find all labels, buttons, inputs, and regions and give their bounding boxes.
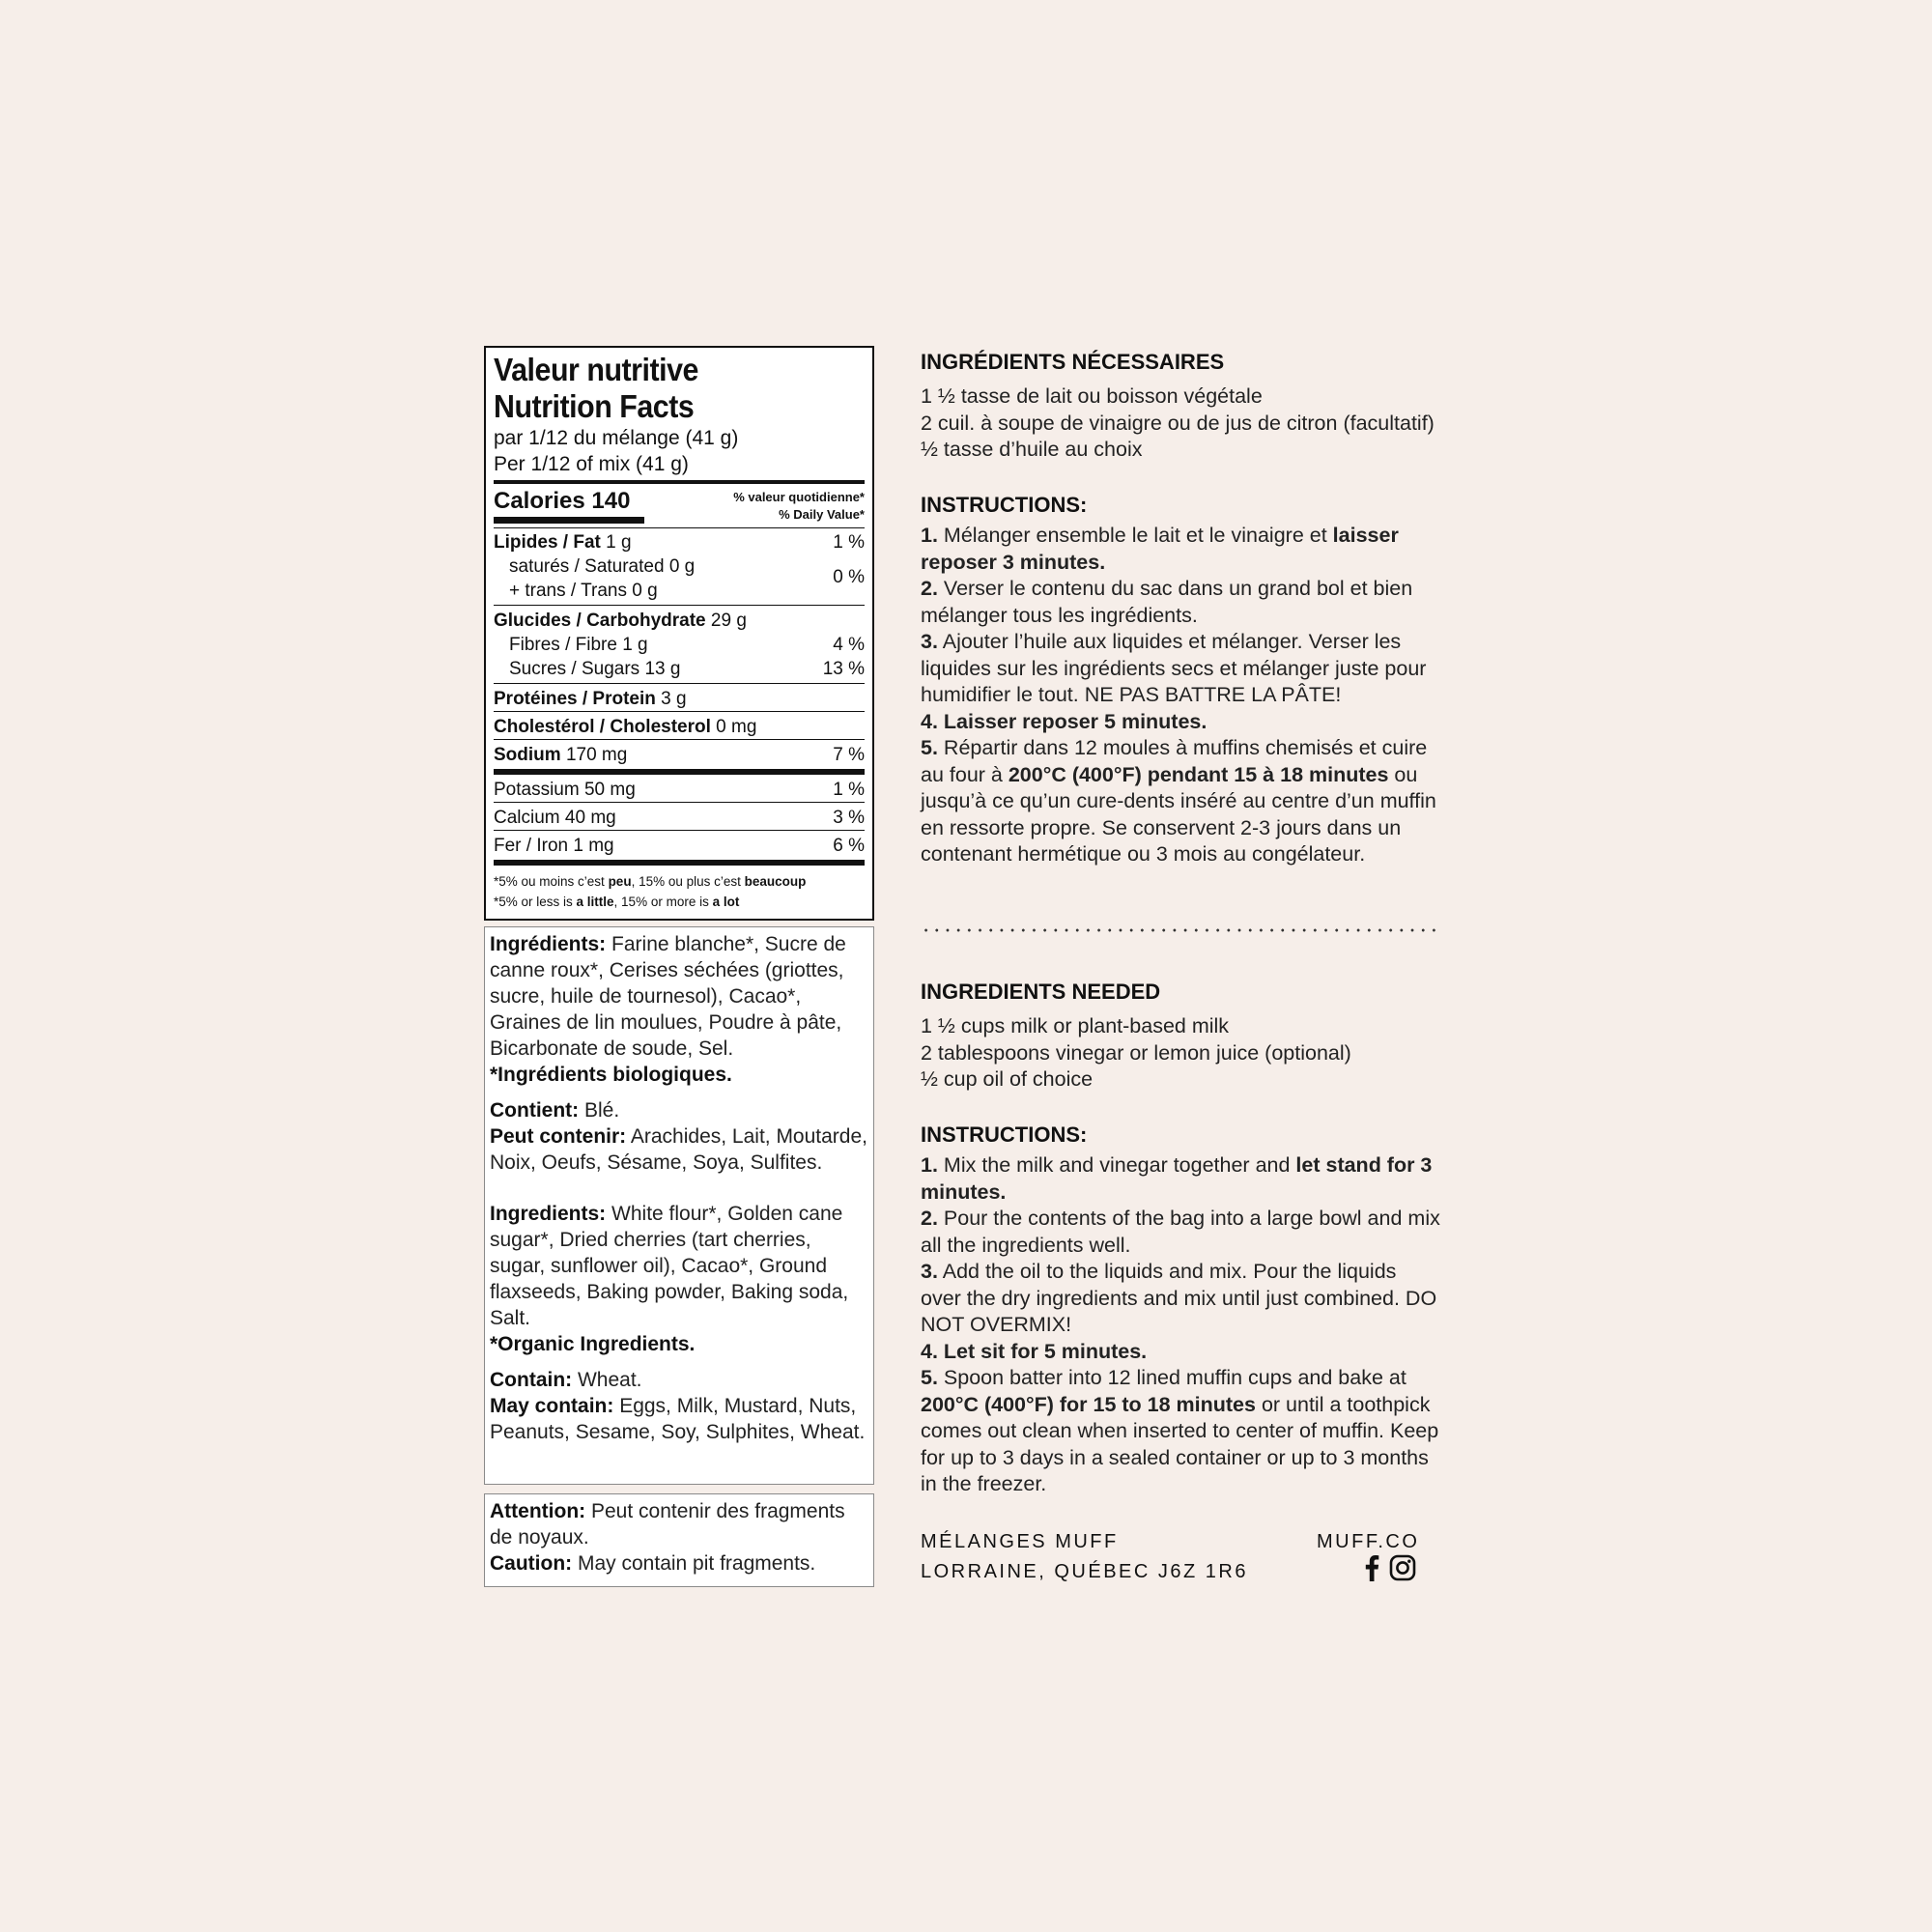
sat-trans-block (494, 554, 865, 605)
footnote-fr: *5% ou moins c’est peu, 15% ou plus c’est beaucoup (494, 874, 807, 889)
needed-item: ½ tasse d’huile au choix (921, 438, 1143, 461)
fat-value: 1 g (600, 532, 632, 553)
warning-panel (484, 1493, 874, 1587)
potassium-row (494, 778, 865, 802)
iron-pct: 6 % (833, 836, 865, 856)
contains-fr: Contient: Blé. (490, 1099, 620, 1122)
sodium-label: Sodium (494, 745, 561, 765)
company-name: MÉLANGES MUFF (921, 1531, 1119, 1552)
dv-header-en: % Daily Value* (779, 507, 865, 522)
protein-label: Protéines / Protein (494, 689, 656, 709)
needed-title-fr: INGRÉDIENTS NÉCESSAIRES (921, 350, 1225, 374)
step-3-en: 3. Add the oil to the liquids and mix. Pour the liquids over the dry ingredients and mix until just combined. DO NOT OVERMIX! (921, 1260, 1437, 1336)
footnote-en: *5% or less is a little, 15% or more is a lot (494, 895, 740, 909)
needed-item: ½ cup oil of choice (921, 1067, 1094, 1091)
potassium-pct: 1 % (833, 780, 865, 800)
may-contain-en: May contain: Eggs, Milk, Mustard, Nuts, Peanuts, Sesame, Soy, Sulphites, Wheat. (490, 1395, 866, 1443)
step-5-en: 5. Spoon batter into 12 lined muffin cups and bake at 200°C (400°F) for 15 to 18 minutes or until a toothpick comes out clean when inserted to center of muffin. Keep for up to 3 days in a sealed container or up to 3 months in the freezer. (921, 1366, 1439, 1495)
fat-label: Lipides / Fat (494, 532, 601, 553)
calcium-label: Calcium 40 mg (494, 808, 616, 828)
needed-item: 1 ½ cups milk or plant-based milk (921, 1014, 1230, 1037)
protein-row (494, 687, 865, 711)
step-5-fr: 5. Répartir dans 12 moules à muffins chemisés et cuire au four à 200°C (400°F) pendant 15 à 18 minutes ou jusqu’à ce qu’un cure-dents inséré au centre d’un muffin en ressorte propre. Se conservent 2-3 jours dans un contenant hermétique ou 3 mois au congélateur. (921, 736, 1436, 866)
cholesterol-value: 0 mg (710, 717, 757, 737)
iron-label: Fer / Iron 1 mg (494, 836, 614, 856)
fibre-label: Fibres / Fibre 1 g (509, 635, 648, 655)
calcium-pct: 3 % (833, 808, 865, 828)
needed-list-fr (921, 384, 1462, 464)
fat-pct: 1 % (833, 532, 865, 553)
carb-row (494, 609, 865, 633)
calories-underline (494, 517, 644, 524)
may-contain-fr: Peut contenir: Arachides, Lait, Moutarde, Noix, Oeufs, Sésame, Soya, Sulfites. (490, 1125, 867, 1174)
calcium-row (494, 806, 865, 830)
instructions-fr (921, 523, 1452, 868)
dv-header-fr: % valeur quotidienne* (733, 490, 865, 504)
instructions-en (921, 1152, 1442, 1498)
fibre-row (494, 633, 865, 657)
fibre-pct: 4 % (833, 635, 865, 655)
calories: Calories 140 (494, 488, 631, 514)
carb-label: Glucides / Carbohydrate (494, 611, 706, 631)
trans-row: + trans / Trans 0 g (509, 581, 658, 601)
ingredients-fr: Ingrédients: Farine blanche*, Sucre de canne roux*, Cerises séchées (griottes, sucre, huile de tournesol), Cacao*, Graines de lin moulues, Poudre à pâte, Bicarbonate de soude, Sel. (490, 933, 846, 1060)
calories-row (494, 484, 865, 522)
sugars-pct: 13 % (822, 659, 865, 679)
facebook-icon[interactable] (1364, 1554, 1379, 1589)
protein-value: 3 g (655, 689, 687, 709)
nutrition-footnote (494, 866, 865, 912)
needed-title-en: INGREDIENTS NEEDED (921, 980, 1161, 1004)
nutrition-facts-panel (484, 346, 874, 921)
warning-en: Caution: May contain pit fragments. (490, 1552, 816, 1575)
serving-size-en: Per 1/12 of mix (41 g) (494, 453, 689, 475)
website[interactable]: MUFF.CO (1317, 1531, 1420, 1552)
needed-item: 2 cuil. à soupe de vinaigre ou de jus de citron (facultatif) (921, 411, 1435, 435)
ingredients-panel (484, 926, 874, 1485)
nutrition-title-fr: Valeur nutritive (494, 352, 698, 387)
step-1-fr: 1. Mélanger ensemble le lait et le vinaigre et laisser reposer 3 minutes. (921, 524, 1399, 574)
sat-trans-pct: 0 % (833, 567, 865, 587)
ingredients-en: Ingredients: White flour*, Golden cane sugar*, Dried cherries (tart cherries, sugar, sunflower oil), Cacao*, Ground flaxseeds, Baking powder, Baking soda, Salt. (490, 1203, 849, 1329)
dotted-divider (921, 928, 1438, 932)
nutrition-title-en: Nutrition Facts (494, 388, 695, 424)
instructions-title-fr: INSTRUCTIONS: (921, 493, 1088, 517)
needed-list-en (921, 1013, 1462, 1094)
contains-en: Contain: Wheat. (490, 1369, 642, 1391)
step-1-en: 1. Mix the milk and vinegar together and let stand for 3 minutes. (921, 1153, 1433, 1204)
sugars-row (494, 657, 865, 681)
organic-note-en: *Organic Ingredients. (490, 1333, 696, 1355)
step-2-en: 2. Pour the contents of the bag into a large bowl and mix all the ingredients well. (921, 1207, 1440, 1257)
step-2-fr: 2. Verser le contenu du sac dans un grand bol et bien mélanger tous les ingrédients. (921, 577, 1413, 627)
sugars-label: Sucres / Sugars 13 g (509, 659, 681, 679)
saturated-row: saturés / Saturated 0 g (509, 556, 696, 577)
carb-value: 29 g (705, 611, 747, 631)
warning-fr: Attention: Peut contenir des fragments de noyaux. (490, 1500, 845, 1548)
potassium-label: Potassium 50 mg (494, 780, 636, 800)
needed-item: 2 tablespoons vinegar or lemon juice (optional) (921, 1040, 1351, 1065)
cholesterol-row (494, 715, 865, 739)
company-block (921, 1527, 1248, 1587)
fat-row (494, 530, 865, 554)
iron-row (494, 834, 865, 858)
step-3-fr: 3. Ajouter l’huile aux liquides et mélanger. Verser les liquides sur les ingrédients secs et mélanger juste pour humidifier le tout. NE PAS BATTRE LA PÂTE! (921, 630, 1427, 706)
needed-item: 1 ½ tasse de lait ou boisson végétale (921, 384, 1263, 408)
social-icons (1364, 1554, 1416, 1589)
serving-size-fr: par 1/12 du mélange (41 g) (494, 427, 739, 449)
sodium-row (494, 743, 865, 767)
organic-note-fr: *Ingrédients biologiques. (490, 1064, 732, 1086)
step-4-fr: 4. Laisser reposer 5 minutes. (921, 709, 1208, 733)
step-4-en: 4. Let sit for 5 minutes. (921, 1339, 1148, 1363)
sodium-value: 170 mg (560, 745, 628, 765)
sodium-pct: 7 % (833, 745, 865, 765)
instructions-title-en: INSTRUCTIONS: (921, 1122, 1088, 1147)
cholesterol-label: Cholestérol / Cholesterol (494, 717, 711, 737)
daily-value-header (733, 489, 865, 524)
company-address: LORRAINE, QUÉBEC J6Z 1R6 (921, 1561, 1248, 1582)
instagram-icon[interactable] (1389, 1554, 1416, 1589)
